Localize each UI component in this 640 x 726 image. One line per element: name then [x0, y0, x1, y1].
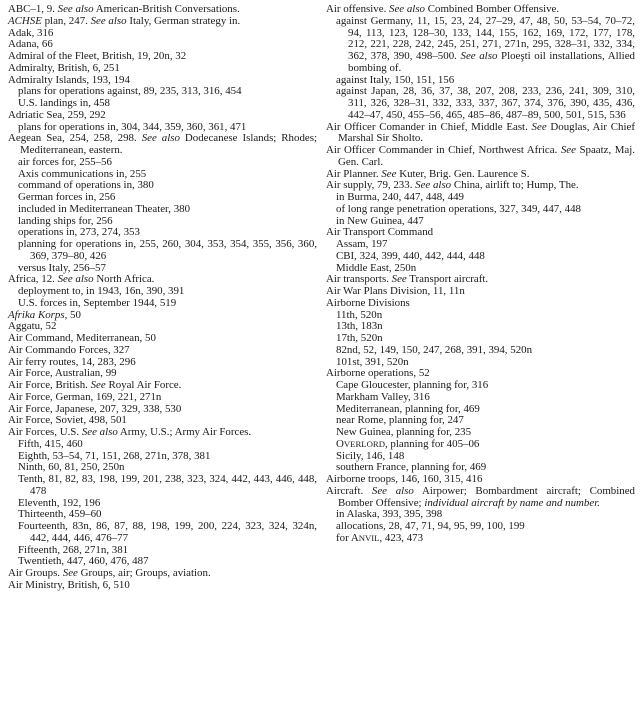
- index-subentry: Eleventh, 192, 196: [18, 496, 101, 509]
- index-entry: Air Command, Mediterranean, 50: [8, 332, 156, 344]
- index-subentry: OVERLORD, planning for 405–06: [336, 437, 480, 450]
- index-subentry: Sicily, 146, 148: [336, 449, 405, 462]
- index-subentry: allocations, 28, 47, 71, 94, 95, 99, 100, 199: [336, 520, 525, 532]
- index-subentry: 101st, 391, 520n: [336, 355, 409, 368]
- index-entry: Air Force, Australian, 99: [8, 367, 117, 380]
- index-entry: Air supply, 79, 233. See also China, airlift to; Hump, The.: [326, 179, 579, 192]
- index-subentry: Tenth, 81, 82, 83, 198, 199, 201, 238, 323, 324, 442, 443, 446, 448, 478: [18, 473, 317, 497]
- index-subentry: against Japan, 28, 36, 37, 38, 207, 208, 233, 236, 241, 309, 310, 311, 326, 328–31, 332, 333, 337, 367, 374, 376, 390, 435, 436, 442–47, 450, 455–56, 465, 485–86, 487–89, 500, 501, 515, 536: [336, 85, 635, 121]
- index-entry: Air Commando Forces, 327: [8, 343, 130, 356]
- index-subentry: Assam, 197: [336, 238, 388, 250]
- index-subentry: 11th, 520n: [336, 308, 383, 321]
- index-subentry: operations in, 273, 274, 353: [18, 226, 140, 239]
- index-subentry: New Guinea, planning for, 235: [336, 426, 472, 438]
- index-subentry: Eighth, 53–54, 71, 151, 268, 271n, 378, 381: [18, 449, 211, 462]
- index-subentry: in Alaska, 393, 395, 398: [336, 508, 443, 521]
- index-subentry: Middle East, 250n: [336, 261, 417, 274]
- index-subentry: against Italy, 150, 151, 156: [336, 73, 455, 86]
- index-subentry: air forces for, 255–56: [18, 155, 112, 168]
- index-column-left: [8, 4, 317, 726]
- index-entry: Air Officer Comander in Chief, Middle East. See Douglas, Air Chief Marshal Sir Sholto.: [326, 120, 635, 145]
- index-subentry: Fifteenth, 268, 271n, 381: [18, 543, 129, 556]
- index-subentry: near Rome, planning for, 247: [336, 414, 464, 427]
- index-subentry: Fourteenth, 83n, 86, 87, 88, 198, 199, 200, 224, 323, 324, 324n, 442, 444, 446, 476–77: [18, 520, 317, 544]
- index-subentry: planning for operations in, 255, 260, 304, 353, 354, 355, 356, 360, 369, 379–80, 426: [18, 238, 317, 262]
- index-subentry: in New Guinea, 447: [336, 214, 424, 227]
- index-subentry: against Germany, 11, 15, 23, 24, 27–29, 47, 48, 50, 53–54, 70–72, 94, 113, 123, 128–30, 133, 144, 155, 162, 169, 172, 177, 178, 212, 221, 228, 242, 245, 251, 271, 271n, 295, 328–31, 332, 334, 362, 378, 390, 498–500. See also Ploeşti oil installations, Allied bombing of.: [336, 14, 635, 74]
- index-subentry: Mediterranean, planning for, 469: [336, 402, 480, 415]
- index-entry: ACHSE plan, 247. See also Italy, German strategy in.: [8, 14, 241, 27]
- index-subentry: Axis communications in, 255: [18, 167, 147, 180]
- index-subentry: German forces in, 256: [18, 191, 116, 203]
- index-entry: Air Planner. See Kuter, Brig. Gen. Laurence S.: [326, 167, 530, 180]
- index-entry: Airborne operations, 52: [326, 367, 430, 380]
- index-entry: Air Forces, U.S. See also Army, U.S.; Army Air Forces.: [8, 426, 252, 438]
- index-entry: ABC–1, 9. See also American-British Conversations.: [8, 3, 240, 15]
- index-subentry: for ANVIL, 423, 473: [336, 531, 424, 544]
- index-entry: Aircraft. See also Airpower; Bombardment aircraft; Combined Bomber Offensive; individual aircraft by name and number.: [326, 484, 635, 509]
- index-entry: Aggatu, 52: [8, 320, 57, 333]
- index-subentry: Ninth, 60, 81, 250, 250n: [18, 461, 125, 474]
- index-subentry: U.S. landings in, 458: [18, 97, 110, 109]
- index-entry: Air ferry routes, 14, 283, 296: [8, 355, 136, 368]
- index-subentry: plans for operations in, 304, 344, 359, 360, 361, 471: [18, 120, 247, 133]
- index-subentry: CBI, 324, 399, 440, 442, 444, 448: [336, 249, 485, 262]
- index-column-right: [326, 4, 635, 726]
- index-subentry: plans for operations against, 89, 235, 313, 316, 454: [18, 85, 242, 98]
- index-entry: Air Transport Command: [326, 226, 434, 239]
- index-subentry: of long range penetration operations, 327, 349, 447, 448: [336, 202, 581, 215]
- index-subentry: Twentieth, 447, 460, 476, 487: [18, 555, 149, 568]
- index-entry: Admiralty, British, 6, 251: [8, 61, 120, 74]
- index-entry: Admiral of the Fleet, British, 19, 20n, 32: [8, 50, 187, 62]
- index-entry: Airborne Divisions: [326, 296, 410, 309]
- index-subentry: in Burma, 240, 447, 448, 449: [336, 191, 464, 203]
- index-entry: Air Ministry, British, 6, 510: [8, 578, 130, 591]
- index-entry: Afrika Korps, 50: [8, 308, 81, 321]
- index-subentry: U.S. forces in, September 1944, 519: [18, 296, 177, 309]
- index-entry: Air Groups. See Groups, air; Groups, aviation.: [8, 567, 211, 579]
- index-entry: Africa, 12. See also North Africa.: [8, 273, 155, 286]
- index-subentry: Fifth, 415, 460: [18, 437, 83, 450]
- index-entry: Adana, 66: [8, 38, 53, 51]
- index-subentry: command of operations in, 380: [18, 179, 154, 192]
- index-entry: Airborne troops, 146, 160, 315, 416: [326, 473, 483, 485]
- index-entry: Air Officer Commander in Chief, Northwest Africa. See Spaatz, Maj. Gen. Carl.: [326, 144, 635, 168]
- index-entry: Aegean Sea, 254, 258, 298. See also Dodecanese Islands; Rhodes; Mediterranean, eastern.: [8, 132, 317, 156]
- index-entry: Air offensive. See also Combined Bomber Offensive.: [326, 3, 560, 15]
- index-entry: Air War Plans Division, 11, 11n: [326, 285, 465, 297]
- index-subentry: landing ships for, 256: [18, 214, 113, 227]
- index-entry: Air transports. See Transport aircraft.: [326, 273, 489, 286]
- index-subentry: southern France, planning for, 469: [336, 461, 487, 474]
- index-entry: Adriatic Sea, 259, 292: [8, 108, 106, 121]
- index-entry: Air Force, German, 169, 221, 271n: [8, 390, 162, 403]
- index-subentry: deployment to, in 1943, 16n, 390, 391: [18, 285, 185, 297]
- index-entry: Air Force, Japanese, 207, 329, 338, 530: [8, 402, 182, 415]
- index-subentry: 17th, 520n: [336, 332, 383, 344]
- index-entry: Air Force, British. See Royal Air Force.: [8, 379, 182, 391]
- index-entry: Admiralty Islands, 193, 194: [8, 73, 130, 86]
- index-subentry: 13th, 183n: [336, 320, 383, 333]
- index-subentry: Markham Valley, 316: [336, 390, 430, 403]
- index-subentry: versus Italy, 256–57: [18, 261, 106, 274]
- index-entry: Air Force, Soviet, 498, 501: [8, 414, 127, 427]
- index-subentry: included in Mediterranean Theater, 380: [18, 202, 191, 215]
- index-subentry: Thirteenth, 459–60: [18, 508, 102, 521]
- index-entry: Adak, 316: [8, 26, 54, 39]
- index-subentry: 82nd, 52, 149, 150, 247, 268, 391, 394, 520n: [336, 343, 533, 356]
- index-subentry: Cape Gloucester, planning for, 316: [336, 379, 489, 391]
